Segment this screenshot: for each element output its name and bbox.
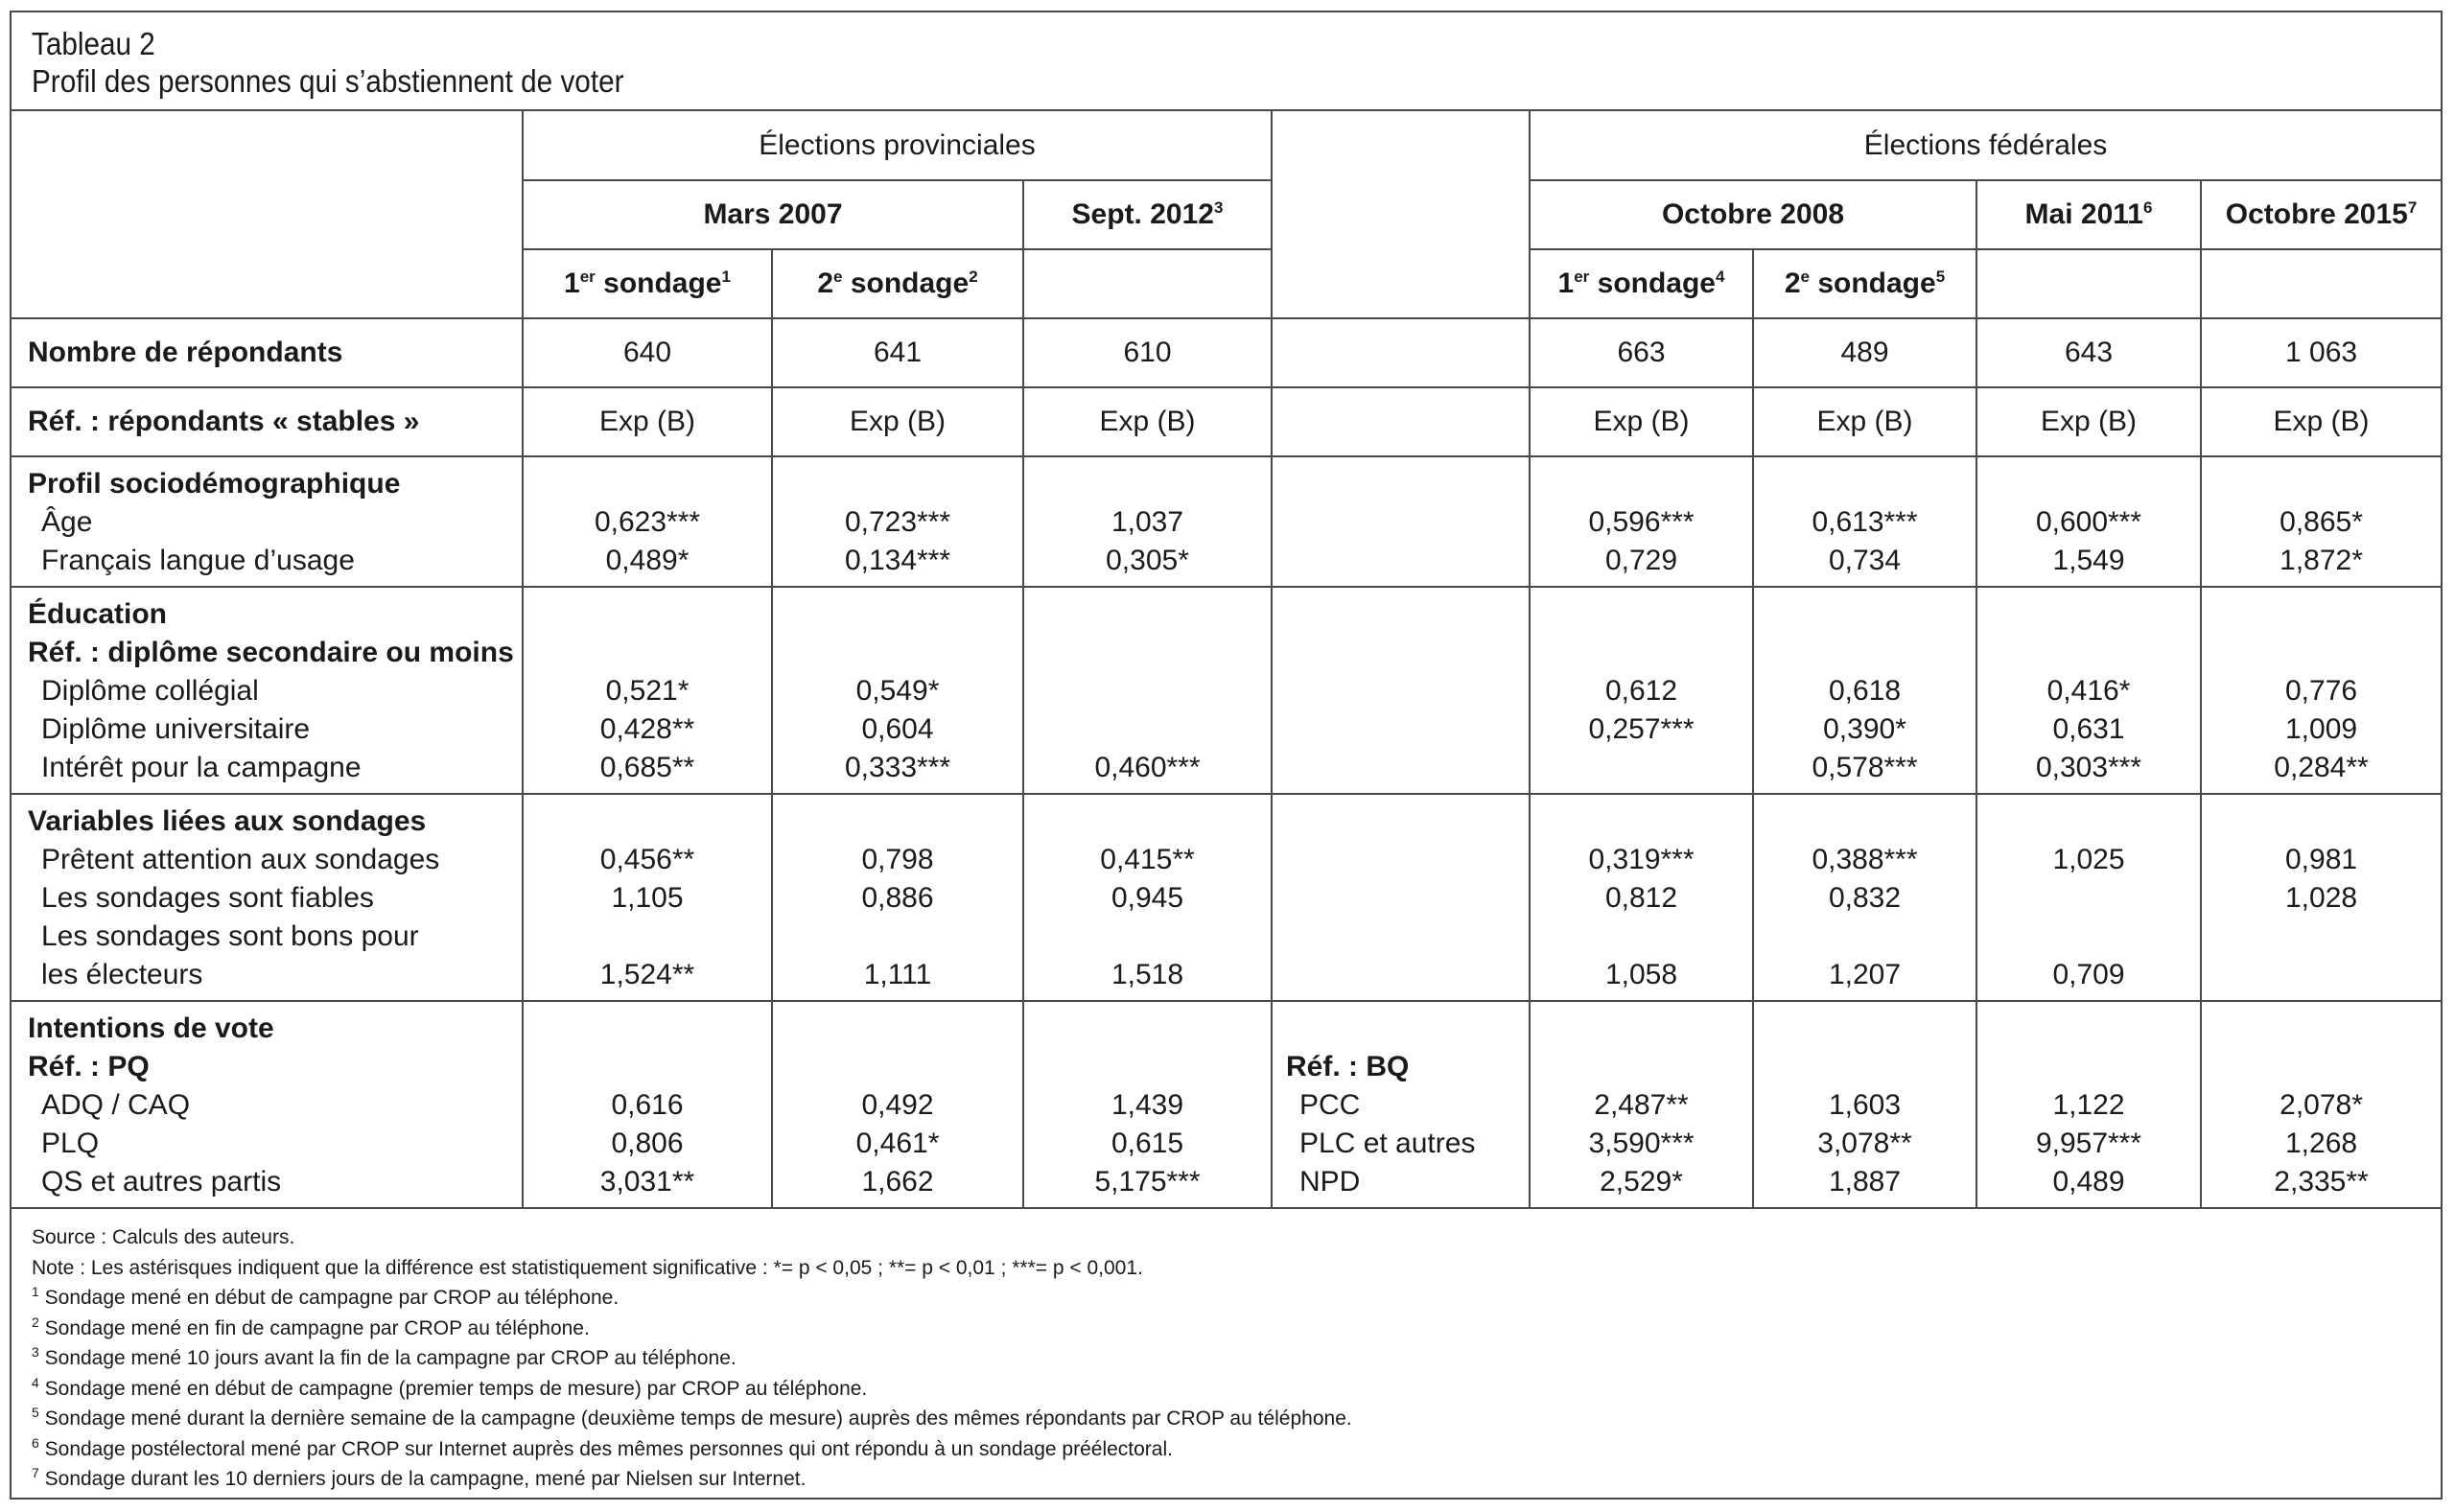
cell-value: 0,489 bbox=[2052, 1166, 2125, 1198]
cell-value: 0,729 bbox=[1604, 545, 1678, 576]
federal-reference: Réf. : BQ bbox=[1286, 1051, 1410, 1082]
value-column bbox=[1530, 456, 1753, 587]
section-0 bbox=[12, 456, 2441, 587]
header-sondage-fed-2: 2e sondage$^5$ bbox=[1753, 249, 1976, 318]
value-column bbox=[523, 456, 772, 587]
cell-value bbox=[773, 918, 1022, 956]
row-label: NPD bbox=[1299, 1166, 1361, 1198]
cell-value: 0,945 bbox=[1111, 882, 1184, 914]
cell-value: 0,734 bbox=[1828, 545, 1902, 576]
cell-value: 1,122 bbox=[2052, 1089, 2125, 1121]
cell-value: 2,529* bbox=[1600, 1166, 1683, 1198]
table-title bbox=[12, 12, 2441, 111]
row-label: Diplôme universitaire bbox=[41, 713, 311, 745]
respondents-value: 640 bbox=[523, 318, 772, 387]
reference-value: Exp (B) bbox=[2201, 387, 2441, 456]
value-column bbox=[1530, 794, 1753, 1001]
section-labels bbox=[12, 587, 523, 794]
cell-value: 1,549 bbox=[2052, 545, 2125, 576]
row-respondents bbox=[12, 318, 2441, 387]
cell-value: 0,604 bbox=[861, 713, 934, 745]
reference-label: Réf. : répondants « stables » bbox=[12, 387, 523, 456]
section-heading: Intentions de vote bbox=[28, 1012, 274, 1044]
cell-value: 0,134*** bbox=[844, 545, 951, 576]
cell-value bbox=[1977, 879, 2200, 918]
value-column bbox=[1753, 1001, 1976, 1207]
section-heading: Variables liées aux sondages bbox=[28, 805, 427, 837]
cell-value: 0,709 bbox=[2052, 959, 2125, 990]
cell-value: 0,618 bbox=[1828, 675, 1902, 707]
respondents-value: 610 bbox=[1023, 318, 1272, 387]
cell-value bbox=[524, 918, 771, 956]
cell-value: 0,616 bbox=[611, 1089, 684, 1121]
row-label: PCC bbox=[1299, 1089, 1361, 1121]
cell-value: 0,615 bbox=[1111, 1128, 1184, 1159]
cell-value: 0,460*** bbox=[1094, 752, 1201, 783]
value-column bbox=[1976, 1001, 2201, 1207]
section-heading: Profil sociodémographique bbox=[28, 468, 401, 500]
cell-value bbox=[2202, 918, 2441, 956]
cell-value bbox=[1754, 918, 1976, 956]
value-column bbox=[772, 794, 1023, 1001]
cell-value: 3,590*** bbox=[1588, 1128, 1695, 1159]
cell-value: 0,596*** bbox=[1588, 506, 1695, 538]
row-reference bbox=[12, 387, 2441, 456]
value-column bbox=[1530, 587, 1753, 794]
row-label: Les sondages sont bons pour bbox=[41, 920, 419, 952]
cell-value: 0,333*** bbox=[844, 752, 951, 783]
table-caption: Profil des personnes qui s’abstiennent de voter bbox=[32, 63, 624, 99]
section-2 bbox=[12, 794, 2441, 1001]
value-column bbox=[1753, 794, 1976, 1001]
section-1 bbox=[12, 587, 2441, 794]
cell-value: 2,078* bbox=[2280, 1089, 2363, 1121]
cell-value: 1,037 bbox=[1111, 506, 1184, 538]
footnote: $^5$ Sondage mené durant la dernière semaine de la campagne (deuxième temps de mesure) auprès des mêmes répondants par CROP au téléphone. bbox=[32, 1405, 1352, 1430]
value-column bbox=[1753, 456, 1976, 587]
respondents-value: 489 bbox=[1753, 318, 1976, 387]
respondents-value: 1 063 bbox=[2201, 318, 2441, 387]
cell-value: 1,207 bbox=[1828, 959, 1902, 990]
footnote: Note : Les astérisques indiquent que la différence est statistiquement significative : *= p < 0,05 ; **= p < 0,01 ; ***= p < 0,001. bbox=[32, 1256, 1143, 1279]
footnote: $^1$ Sondage mené en début de campagne par CROP au téléphone. bbox=[32, 1284, 620, 1309]
header-sept-2012: Sept. 2012$^3$ bbox=[1023, 180, 1272, 249]
cell-value: 0,388*** bbox=[1812, 844, 1918, 875]
row-label: les électeurs bbox=[41, 959, 203, 990]
reference-value: Exp (B) bbox=[1530, 387, 1753, 456]
section-heading: Réf. : diplôme secondaire ou moins bbox=[28, 637, 514, 668]
header-sondage-2: 2e sondage$^2$ bbox=[772, 249, 1023, 318]
value-column bbox=[2201, 1001, 2441, 1207]
cell-value: 3,031** bbox=[599, 1166, 695, 1198]
value-column bbox=[1753, 587, 1976, 794]
row-label: PLC et autres bbox=[1299, 1128, 1476, 1159]
value-column bbox=[1023, 456, 1272, 587]
cell-value: 0,461* bbox=[855, 1128, 940, 1159]
cell-value: 0,886 bbox=[861, 882, 934, 914]
cell-value: 1,439 bbox=[1111, 1089, 1184, 1121]
cell-value: 0,303*** bbox=[2035, 752, 2142, 783]
cell-value: 0,549* bbox=[855, 675, 940, 707]
cell-value: 0,415** bbox=[1100, 844, 1195, 875]
reference-value: Exp (B) bbox=[772, 387, 1023, 456]
cell-value: 1,268 bbox=[2284, 1128, 2358, 1159]
row-label: Intérêt pour la campagne bbox=[41, 752, 362, 783]
cell-value bbox=[1024, 918, 1271, 956]
cell-value: 5,175*** bbox=[1094, 1166, 1201, 1198]
header-sondage-1: 1er sondage$^1$ bbox=[523, 249, 772, 318]
header-mai-2011: Mai 2011$^6$ bbox=[1976, 180, 2201, 249]
cell-value: 0,776 bbox=[2284, 675, 2358, 707]
value-column bbox=[2201, 456, 2441, 587]
respondents-value: 641 bbox=[772, 318, 1023, 387]
cell-value: 1,887 bbox=[1828, 1166, 1902, 1198]
cell-value: 0,319*** bbox=[1588, 844, 1695, 875]
cell-value: 0,305* bbox=[1106, 545, 1189, 576]
cell-value: 0,456** bbox=[599, 844, 695, 875]
value-column bbox=[1976, 456, 2201, 587]
cell-value: 0,284** bbox=[2274, 752, 2369, 783]
reference-value: Exp (B) bbox=[1753, 387, 1976, 456]
header-sondage-fed-1: 1er sondage$^4$ bbox=[1530, 249, 1753, 318]
cell-value: 1,524** bbox=[599, 959, 695, 990]
cell-value: 0,489* bbox=[605, 545, 690, 576]
value-column bbox=[772, 456, 1023, 587]
cell-value: 0,416* bbox=[2046, 675, 2131, 707]
cell-value: 0,428** bbox=[599, 713, 695, 745]
respondents-label: Nombre de répondants bbox=[12, 318, 523, 387]
federal-labels bbox=[1272, 1001, 1530, 1207]
value-column bbox=[1023, 587, 1272, 794]
cell-value: 0,257*** bbox=[1588, 713, 1695, 745]
row-label: QS et autres partis bbox=[41, 1166, 282, 1198]
value-column bbox=[2201, 794, 2441, 1001]
cell-value bbox=[1024, 672, 1271, 710]
cell-value: 3,078** bbox=[1817, 1128, 1912, 1159]
row-label: Les sondages sont fiables bbox=[41, 882, 374, 914]
cell-value: 0,612 bbox=[1604, 675, 1678, 707]
cell-value: 0,685** bbox=[599, 752, 695, 783]
value-column bbox=[1023, 794, 1272, 1001]
cell-value: 1,662 bbox=[861, 1166, 934, 1198]
section-labels bbox=[12, 456, 523, 587]
cell-value bbox=[1024, 710, 1271, 749]
value-column bbox=[1023, 1001, 1272, 1207]
cell-value: 0,865* bbox=[2280, 506, 2363, 538]
row-label: PLQ bbox=[41, 1128, 100, 1159]
cell-value: 1,111 bbox=[863, 959, 932, 990]
footnote: $^4$ Sondage mené en début de campagne (premier temps de mesure) par CROP au téléphone. bbox=[32, 1374, 868, 1400]
section-intentions bbox=[12, 1001, 2441, 1207]
table-notes bbox=[12, 1207, 2441, 1495]
cell-value: 0,832 bbox=[1828, 882, 1902, 914]
cell-value: 2,335** bbox=[2274, 1166, 2369, 1198]
table-number: Tableau 2 bbox=[32, 26, 155, 61]
cell-value bbox=[1531, 918, 1752, 956]
value-column bbox=[1530, 1001, 1753, 1207]
respondents-value: 643 bbox=[1976, 318, 2201, 387]
value-column bbox=[2201, 587, 2441, 794]
value-column bbox=[772, 1001, 1023, 1207]
row-label: Âge bbox=[41, 506, 93, 538]
reference-value: Exp (B) bbox=[523, 387, 772, 456]
row-label: Prêtent attention aux sondages bbox=[41, 844, 440, 875]
header-federal: Élections fédérales bbox=[1530, 111, 2441, 180]
value-column bbox=[772, 587, 1023, 794]
cell-value: 0,613*** bbox=[1812, 506, 1918, 538]
value-column bbox=[1976, 794, 2201, 1001]
respondents-value: 663 bbox=[1530, 318, 1753, 387]
cell-value: 0,623*** bbox=[594, 506, 701, 538]
cell-value: 0,521* bbox=[605, 675, 690, 707]
cell-value: 0,981 bbox=[2284, 844, 2358, 875]
cell-value bbox=[1977, 918, 2200, 956]
footnote: $^3$ Sondage mené 10 jours avant la fin de la campagne par CROP au téléphone. bbox=[32, 1344, 736, 1369]
section-heading: Éducation bbox=[28, 598, 168, 630]
header-mars-2007: Mars 2007 bbox=[523, 180, 1023, 249]
value-column bbox=[523, 794, 772, 1001]
value-column bbox=[523, 1001, 772, 1207]
cell-value: 1,603 bbox=[1828, 1089, 1902, 1121]
row-label: Français langue d’usage bbox=[41, 545, 355, 576]
cell-value: 2,487** bbox=[1594, 1089, 1689, 1121]
cell-value: 0,578*** bbox=[1812, 752, 1918, 783]
section-heading: Réf. : PQ bbox=[28, 1051, 150, 1082]
results-table bbox=[12, 111, 2441, 1207]
cell-value: 0,723*** bbox=[844, 506, 951, 538]
cell-value bbox=[1531, 749, 1752, 787]
cell-value: 0,806 bbox=[611, 1128, 684, 1159]
cell-value bbox=[2202, 956, 2441, 994]
cell-value: 1,105 bbox=[611, 882, 684, 914]
cell-value: 0,631 bbox=[2052, 713, 2125, 745]
cell-value: 1,518 bbox=[1111, 959, 1184, 990]
cell-value: 0,600*** bbox=[2035, 506, 2142, 538]
cell-value: 1,058 bbox=[1604, 959, 1678, 990]
cell-value: 1,025 bbox=[2052, 844, 2125, 875]
row-label: Diplôme collégial bbox=[41, 675, 259, 707]
footnote: $^6$ Sondage postélectoral mené par CROP sur Internet auprès des mêmes personnes qui ont répondu à un sondage préélectoral. bbox=[32, 1434, 1173, 1460]
header-provincial: Élections provinciales bbox=[523, 111, 1272, 180]
row-label: ADQ / CAQ bbox=[41, 1089, 191, 1121]
cell-value: 0,492 bbox=[861, 1089, 934, 1121]
value-column bbox=[523, 587, 772, 794]
section-labels bbox=[12, 1001, 523, 1207]
cell-value: 9,957*** bbox=[2035, 1128, 2142, 1159]
cell-value: 0,798 bbox=[861, 844, 934, 875]
reference-value: Exp (B) bbox=[1976, 387, 2201, 456]
cell-value: 1,028 bbox=[2284, 882, 2358, 914]
header-oct-2015: Octobre 2015$^7$ bbox=[2201, 180, 2441, 249]
cell-value: 0,390* bbox=[1823, 713, 1906, 745]
section-labels bbox=[12, 794, 523, 1001]
footnote: $^7$ Sondage durant les 10 derniers jours de la campagne, mené par Nielsen sur Internet. bbox=[32, 1465, 807, 1490]
cell-value: 0,812 bbox=[1604, 882, 1678, 914]
header-oct-2008: Octobre 2008 bbox=[1530, 180, 1976, 249]
value-column bbox=[1976, 587, 2201, 794]
table-frame bbox=[10, 11, 2443, 1500]
cell-value: 1,872* bbox=[2280, 545, 2363, 576]
reference-value: Exp (B) bbox=[1023, 387, 1272, 456]
cell-value: 1,009 bbox=[2284, 713, 2358, 745]
footnote: Source : Calculs des auteurs. bbox=[32, 1226, 295, 1248]
footnote: $^2$ Sondage mené en fin de campagne par CROP au téléphone. bbox=[32, 1314, 590, 1339]
